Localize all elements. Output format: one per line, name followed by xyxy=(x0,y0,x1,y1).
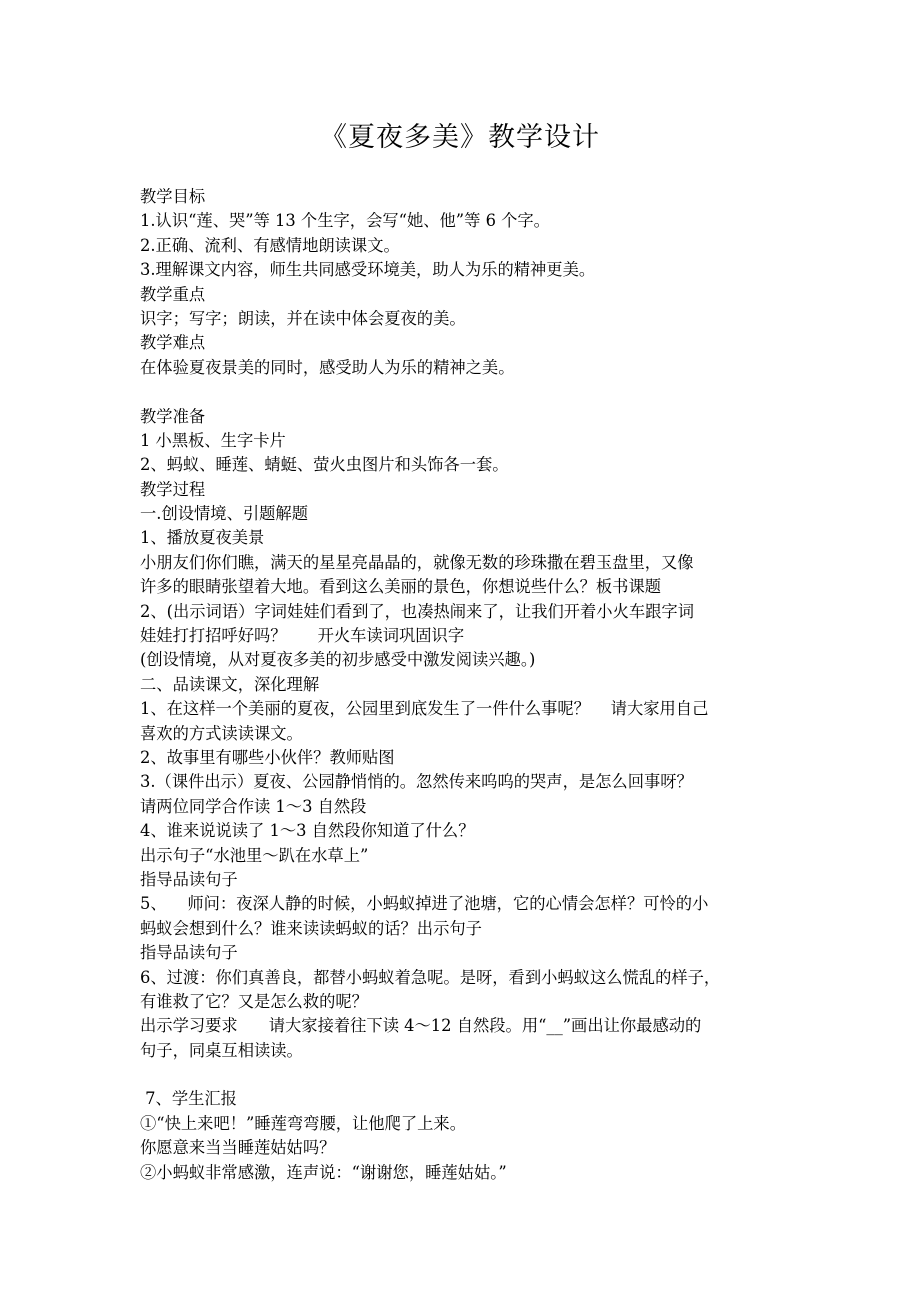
process-paragraph-line: 有谁救了它？又是怎么救的呢？ xyxy=(140,991,368,1011)
process-step-text: 4、谁来说说读了 1～3 自然段你知道了什么？ xyxy=(140,821,475,841)
process-step-text: 你愿意来当当睡莲姑姑吗？ xyxy=(140,1138,336,1158)
process-note: (创设情境，从对夏夜多美的初步感受中激发阅读兴趣。) xyxy=(140,650,536,670)
process-paragraph-line: 许多的眼睛张望着大地。看到这么美丽的景色，你想说些什么？板书课题 xyxy=(140,577,662,597)
process-step-text: 指导品读句子 xyxy=(140,869,238,889)
process-paragraph-line: 句子，同桌互相读读。 xyxy=(140,1040,303,1060)
document-title: 《夏夜多美》教学设计 xyxy=(320,122,600,153)
process-paragraph-line: 娃娃打打招呼好吗？ 开火车读词巩固识字 xyxy=(140,626,465,646)
difficulties-text: 在体验夏夜景美的同时，感受助人为乐的精神之美。 xyxy=(140,357,515,377)
process-paragraph-line: 小朋友们你们瞧，满天的星星亮晶晶的，就像无数的珍珠撒在碧玉盘里，又像 xyxy=(140,552,694,572)
process-paragraph-line: 1、在这样一个美丽的夏夜，公园里到底发生了一件什么事呢？ 请大家用自己 xyxy=(140,699,709,719)
process-part-1-heading: 一.创设情境、引题解题 xyxy=(140,504,308,524)
process-step-text: 2、故事里有哪些小伙伴？教师贴图 xyxy=(140,747,395,767)
process-step-text: 指导品读句子 xyxy=(140,943,238,963)
preparation-item-1: 1 小黑板、生字卡片 xyxy=(140,430,286,450)
process-paragraph-line: 蚂蚁会想到什么？谁来读读蚂蚁的话？出示句子 xyxy=(140,918,482,938)
process-paragraph-line: 5、 师问：夜深人静的时候，小蚂蚁掉进了池塘，它的心情会怎样？可怜的小 xyxy=(140,894,709,914)
process-paragraph-line: 出示学习要求 请大家接着往下读 4～12 自然段。用“__”画出让你最感动的 xyxy=(140,1016,702,1036)
process-step-text: 7、学生汇报 xyxy=(140,1089,237,1109)
section-heading-objectives: 教学目标 xyxy=(140,187,206,206)
process-step-text: 出示句子“水池里～趴在水草上” xyxy=(140,845,369,865)
section-heading-process: 教学过程 xyxy=(140,479,206,499)
process-part-2-heading: 二、品读课文，深化理解 xyxy=(140,674,320,694)
blank-line xyxy=(140,1063,788,1087)
blank-line xyxy=(140,380,788,404)
objective-3: 3.理解课文内容，师生共同感受环境美，助人为乐的精神更美。 xyxy=(140,260,596,280)
key-points-text: 识字；写字；朗读，并在读中体会夏夜的美。 xyxy=(140,308,466,328)
process-paragraph-line: 6、过渡：你们真善良，都替小蚂蚁着急呢。是呀，看到小蚂蚁这么慌乱的样子， xyxy=(140,967,721,987)
process-step-text: 请两位同学合作读 1～3 自然段 xyxy=(140,796,367,816)
section-heading-key-points: 教学重点 xyxy=(140,284,206,304)
process-step-text: 1、播放夏夜美景 xyxy=(140,528,265,548)
objective-1: 1.认识“莲、哭”等 13 个生字，会写“她、他”等 6 个字。 xyxy=(140,211,550,231)
process-step-text: 3.（课件出示）夏夜、公园静悄悄的。忽然传来呜呜的哭声，是怎么回事呀？ xyxy=(140,772,693,792)
document-body xyxy=(140,185,788,1185)
process-step-text: ②小蚂蚁非常感激，连声说：“谢谢您，睡莲姑姑。” xyxy=(140,1162,507,1182)
process-paragraph-line: 2、(出示词语）字词娃娃们看到了，也凑热闹来了，让我们开着小火车跟字词 xyxy=(140,601,694,621)
preparation-item-2: 2、蚂蚁、睡莲、蜻蜓、萤火虫图片和头饰各一套。 xyxy=(140,455,509,475)
objective-2: 2.正确、流利、有感情地朗读课文。 xyxy=(140,235,400,255)
process-paragraph-line: 喜欢的方式读读课文。 xyxy=(140,723,303,743)
process-step-text: ①“快上来吧！”睡莲弯弯腰，让他爬了上来。 xyxy=(140,1113,466,1133)
section-heading-preparation: 教学准备 xyxy=(140,406,206,426)
section-heading-difficulties: 教学难点 xyxy=(140,333,206,353)
